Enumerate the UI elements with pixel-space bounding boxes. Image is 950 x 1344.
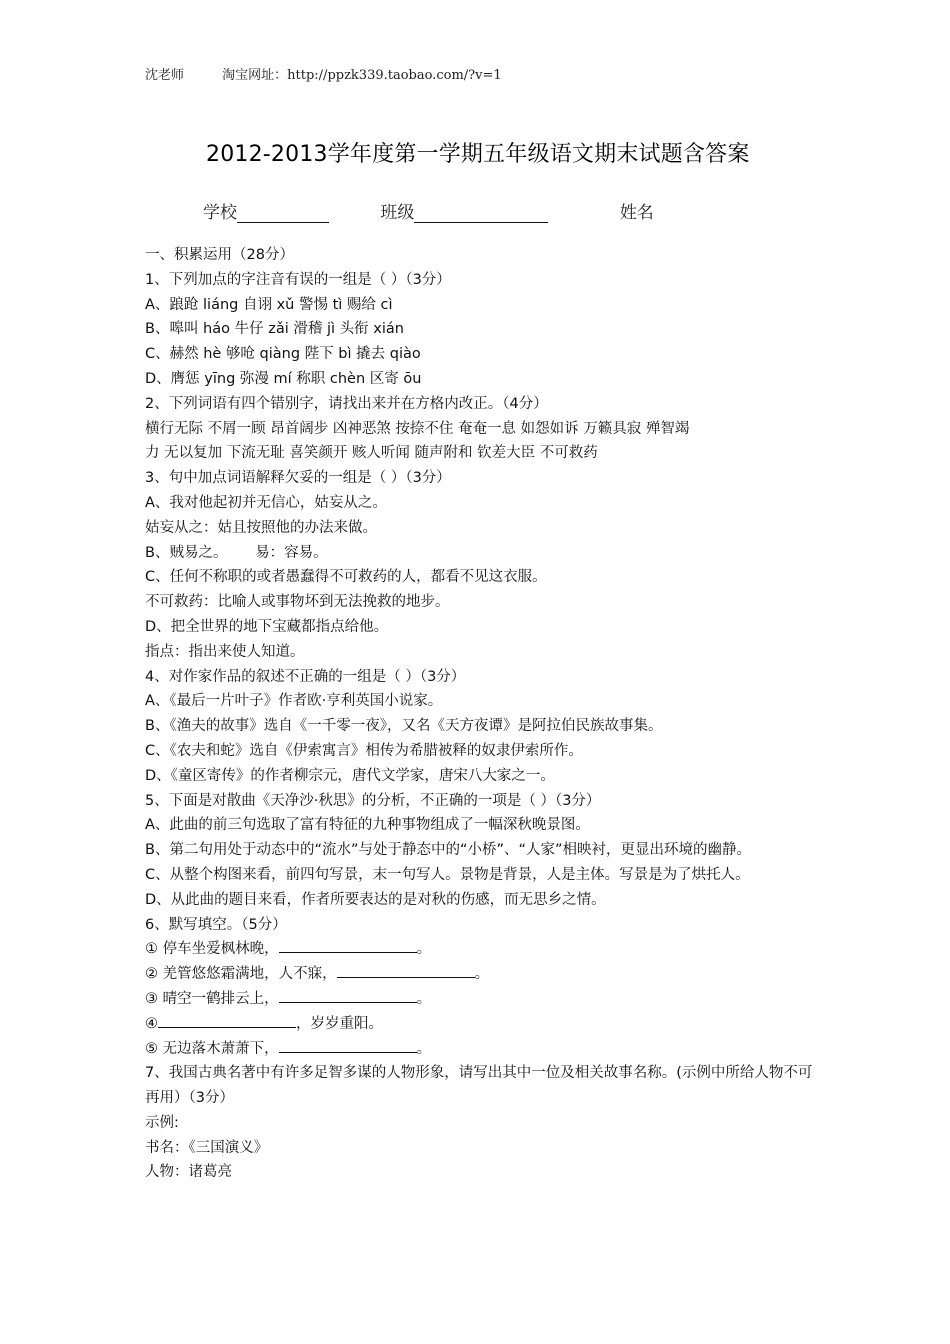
- fill-blank[interactable]: [279, 988, 417, 1003]
- question-2: 2、下列词语有四个错别字，请找出来并在方格内改正。（4分）: [145, 395, 548, 412]
- page-header: [145, 64, 502, 83]
- q3-option-a: A、我对他起初并无信心，姑妄从之。: [145, 494, 387, 511]
- class-blank: [414, 204, 548, 223]
- q3-option-c-note: 不可救药：比喻人或事物坏到无法挽救的地步。: [145, 594, 450, 611]
- q6-item-5: [145, 1037, 813, 1062]
- question-1: 1、下列加点的字注音有误的一组是（ ）（3分）: [145, 271, 451, 288]
- name-label: 姓名: [619, 203, 654, 223]
- q6-item-2-end: 。: [474, 966, 490, 983]
- q6-item-3-end: 。: [416, 990, 432, 1007]
- section-heading: 一、积累运用（28分）: [145, 247, 294, 263]
- q6-item-4: [145, 1012, 813, 1037]
- question-5: 5、下面是对散曲《天净沙·秋思》的分析，不正确的一项是（ ）（3分）: [145, 792, 601, 809]
- q6-item-1-end: 。: [416, 941, 432, 958]
- fill-blank[interactable]: [279, 1038, 417, 1053]
- shop-url: 淘宝网址：http://ppzk339.taobao.com/?v=1: [222, 68, 502, 83]
- q5-option-a: A、此曲的前三句选取了富有特征的九种事物组成了一幅深秋晚景图。: [145, 817, 590, 834]
- q3-option-b: B、贼易之。 易：容易。: [145, 544, 328, 561]
- example-book: 书名：《三国演义》: [145, 1139, 269, 1156]
- q3-option-a-note: 姑妄从之：姑且按照他的办法来做。: [145, 519, 377, 536]
- q5-option-b: B、第二句用处于动态中的“流水”与处于静态中的“小桥”、“人家”相映衬，更显出环境的幽静。: [145, 842, 752, 859]
- question-3: 3、句中加点词语解释欠妥的一组是（ ）（3分）: [145, 470, 451, 487]
- q4-option-c: C、《农夫和蛇》选自《伊索寓言》相传为希腊被释的奴隶伊索所作。: [145, 742, 583, 759]
- q3-option-d-note: 指点：指出来使人知道。: [145, 643, 305, 660]
- example-person: 人物：诸葛亮: [145, 1164, 232, 1181]
- q6-item-5-text: ⑤ 无边落木萧萧下，: [145, 1040, 279, 1057]
- q6-item-1: [145, 937, 813, 962]
- school-label: 学校: [203, 203, 237, 223]
- q6-item-4-end: ，岁岁重阳。: [296, 1015, 383, 1032]
- q6-item-5-end: 。: [416, 1040, 432, 1057]
- fill-blank[interactable]: [158, 1013, 296, 1028]
- school-blank: [237, 204, 329, 223]
- teacher-name: 沈老师: [145, 68, 185, 83]
- q1-option-d: D、膺惩 yīng 弥漫 mí 称职 chèn 区寄 ōu: [145, 370, 422, 387]
- document-title: 2012-2013学年度第一学期五年级语文期末试题含答案: [206, 142, 750, 167]
- q4-option-a: A、《最后一片叶子》作者欧·亨利英国小说家。: [145, 693, 443, 710]
- q3-option-d: D、把全世界的地下宝藏都指点给他。: [145, 618, 389, 635]
- q4-option-b: B、《渔夫的故事》选自《一千零一夜》，又名《天方夜谭》是阿拉伯民族故事集。: [145, 718, 663, 735]
- student-info-fields: [203, 198, 654, 223]
- q4-option-d: D、《童区寄传》的作者柳宗元，唐代文学家，唐宋八大家之一。: [145, 767, 555, 784]
- question-4: 4、对作家作品的叙述不正确的一组是（ ）（3分）: [145, 668, 466, 685]
- q6-item-1-text: ① 停车坐爱枫林晚，: [145, 941, 279, 958]
- q6-item-3-text: ③ 晴空一鹤排云上，: [145, 990, 279, 1007]
- q5-option-d: D、从此曲的题目来看，作者所要表达的是对秋的伤感，而无思乡之情。: [145, 891, 606, 908]
- q2-words-line-2: 力 无以复加 下流无耻 喜笑颜开 赅人听闻 随声附和 钦差大臣 不可救药: [145, 445, 598, 462]
- question-7: 7、我国古典名著中有许多足智多谋的人物形象，请写出其中一位及相关故事名称。(示例中所给人物不可再用）（3分）: [145, 1065, 813, 1107]
- q6-item-4-text: ④: [145, 1015, 158, 1032]
- question-6: 6、默写填空。（5分）: [145, 916, 287, 933]
- q6-item-2-text: ② 羌管悠悠霜满地，人不寐，: [145, 966, 337, 983]
- example-label: 示例:: [145, 1114, 179, 1131]
- q6-item-2: [145, 962, 813, 987]
- fill-blank[interactable]: [279, 938, 417, 953]
- q6-item-3: [145, 987, 813, 1012]
- q1-option-a: A、踉跄 liáng 自诩 xǔ 警惕 tì 赐给 cì: [145, 296, 393, 313]
- q1-option-c: C、赫然 hè 够呛 qiàng 陛下 bì 撬去 qiào: [145, 346, 421, 363]
- q3-option-c: C、任何不称职的或者愚蠢得不可救药的人，都看不见这衣服。: [145, 569, 547, 586]
- q2-words-line-1: 横行无际 不屑一顾 昂首阔步 凶神恶煞 按捺不住 奄奄一息 如怨如诉 万籁具寂 殚智竭: [145, 420, 690, 437]
- class-label: 班级: [380, 203, 415, 223]
- fill-blank[interactable]: [337, 963, 475, 978]
- q5-option-c: C、从整个构图来看，前四句写景，末一句写人。景物是背景，人是主体。写景是为了烘托人。: [145, 866, 750, 883]
- q1-option-b: B、嗥叫 háo 牛仔 zǎi 滑稽 jì 头衔 xián: [145, 321, 404, 338]
- exam-body: [145, 243, 813, 1185]
